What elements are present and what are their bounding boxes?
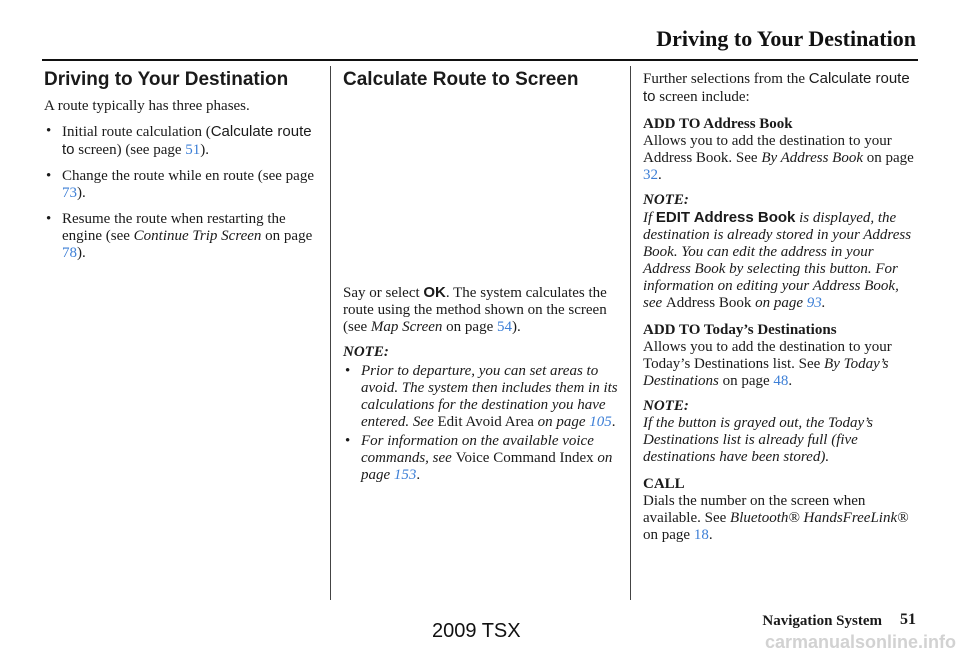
column-right <box>643 66 919 552</box>
footer-page-number: 51 <box>900 611 916 628</box>
page-link[interactable]: 73 <box>62 185 77 201</box>
option-title-add-todays-destinations: ADD TO Today’s Destinations <box>643 322 837 338</box>
text: Say or select <box>343 285 424 301</box>
note-list <box>343 363 619 484</box>
list-item <box>343 363 619 431</box>
note-text: If the button is grayed out, the Today’s Destinations list is already full (five destinations have been stored). <box>643 415 873 465</box>
list-item <box>44 211 316 262</box>
reference-title: Map Screen <box>370 319 443 335</box>
note-label: NOTE: <box>643 398 689 414</box>
page-link[interactable]: 78 <box>62 245 77 261</box>
note-text <box>643 209 919 312</box>
reference-title: Bluetooth® HandsFreeLink® <box>730 510 909 526</box>
ui-term: EDIT Address Book <box>655 209 796 226</box>
text: ). <box>200 142 210 158</box>
section-heading-calculate-route: Calculate Route to Screen <box>343 69 579 90</box>
text: . <box>788 373 793 389</box>
column-middle <box>343 66 619 493</box>
page-link[interactable]: 54 <box>496 319 512 335</box>
reference-title: By Address Book <box>761 150 863 166</box>
column-divider-1 <box>330 66 331 600</box>
section-heading-driving: Driving to Your Destination <box>44 69 289 90</box>
ok-instruction <box>343 284 619 336</box>
text: ). <box>77 245 86 261</box>
page-header-title: Driving to Your Destination <box>656 26 916 51</box>
reference-title: Address Book <box>665 295 752 311</box>
list-item <box>44 123 316 159</box>
option-description <box>643 133 919 184</box>
phase-list <box>44 123 316 262</box>
text: on page <box>442 319 497 335</box>
text: ). <box>77 185 86 201</box>
note-label: NOTE: <box>643 192 689 208</box>
screen-image-area <box>343 98 619 284</box>
selections-intro <box>643 70 919 106</box>
footer-model-label: 2009 TSX <box>432 620 521 642</box>
option-description <box>643 493 919 544</box>
text: on page <box>361 450 613 483</box>
page-link[interactable]: 153 <box>393 467 417 483</box>
note-label: NOTE: <box>343 344 389 360</box>
page-link[interactable]: 18 <box>693 527 709 543</box>
watermark: carmanualsonline.info <box>764 632 956 652</box>
reference-title: By Today’s Destinations <box>643 356 889 389</box>
text: on page <box>533 414 590 430</box>
reference-title: Continue Trip Screen <box>133 228 262 244</box>
text: Allows you to add the destination to your Address Book. See <box>643 133 892 166</box>
text: screen) (see page <box>74 142 186 158</box>
column-divider-2 <box>630 66 631 600</box>
page-link[interactable]: 51 <box>185 142 201 158</box>
option-description <box>643 339 919 390</box>
note-text: For information on the available voice commands, see <box>361 433 594 466</box>
text: Resume the route when restarting the engine (see <box>62 211 286 244</box>
text: . <box>611 414 616 430</box>
text: on page <box>718 373 774 389</box>
page-link[interactable]: 32 <box>643 167 658 183</box>
text: Further selections from the <box>643 71 809 87</box>
page-link[interactable]: 93 <box>806 295 822 311</box>
text: on page <box>751 295 807 311</box>
text: Allows you to add the destination to your Today’s Destinations list. See <box>643 339 892 372</box>
note-text: Prior to departure, you can set areas to avoid. The system then includes them in its calculations for the destination you have entered. See <box>361 363 618 430</box>
text: on page <box>643 527 694 543</box>
footer-section-name: Navigation System <box>762 613 882 629</box>
text: . <box>821 295 826 311</box>
option-title-add-address-book: ADD TO Address Book <box>643 116 793 132</box>
text: . The system calculates the route using the method shown on the screen (see <box>343 285 607 335</box>
reference-title: Voice Command Index <box>455 450 594 466</box>
ok-term: OK <box>423 284 446 301</box>
text: on page <box>261 228 313 244</box>
reference-title: Edit Avoid Area <box>437 414 534 430</box>
ui-term: Calculate route to <box>62 123 312 158</box>
text: If <box>643 210 656 226</box>
list-item <box>343 433 619 484</box>
ui-term: Calculate route to <box>643 70 910 105</box>
header-divider <box>42 59 918 61</box>
intro-text: A route typically has three phases. <box>44 98 250 114</box>
text: . <box>708 527 713 543</box>
text: . <box>416 467 421 483</box>
text: screen include: <box>655 89 750 105</box>
page-link[interactable]: 105 <box>589 414 612 430</box>
list-item <box>44 168 316 202</box>
text: Dials the number on the screen when available. See <box>643 493 866 526</box>
column-left <box>44 66 316 271</box>
text: Change the route while en route (see page <box>62 168 314 184</box>
text: is displayed, the destination is already stored in your Address Book. You can edit the address in your Address Book by selecting this button. For information on editing your Address Book, see <box>643 210 912 311</box>
text: ). <box>511 319 521 335</box>
text: . <box>658 167 662 183</box>
text: on page <box>862 150 914 166</box>
option-title-call: CALL <box>643 476 685 492</box>
page-link[interactable]: 48 <box>773 373 789 389</box>
text: Initial route calculation ( <box>62 124 211 140</box>
